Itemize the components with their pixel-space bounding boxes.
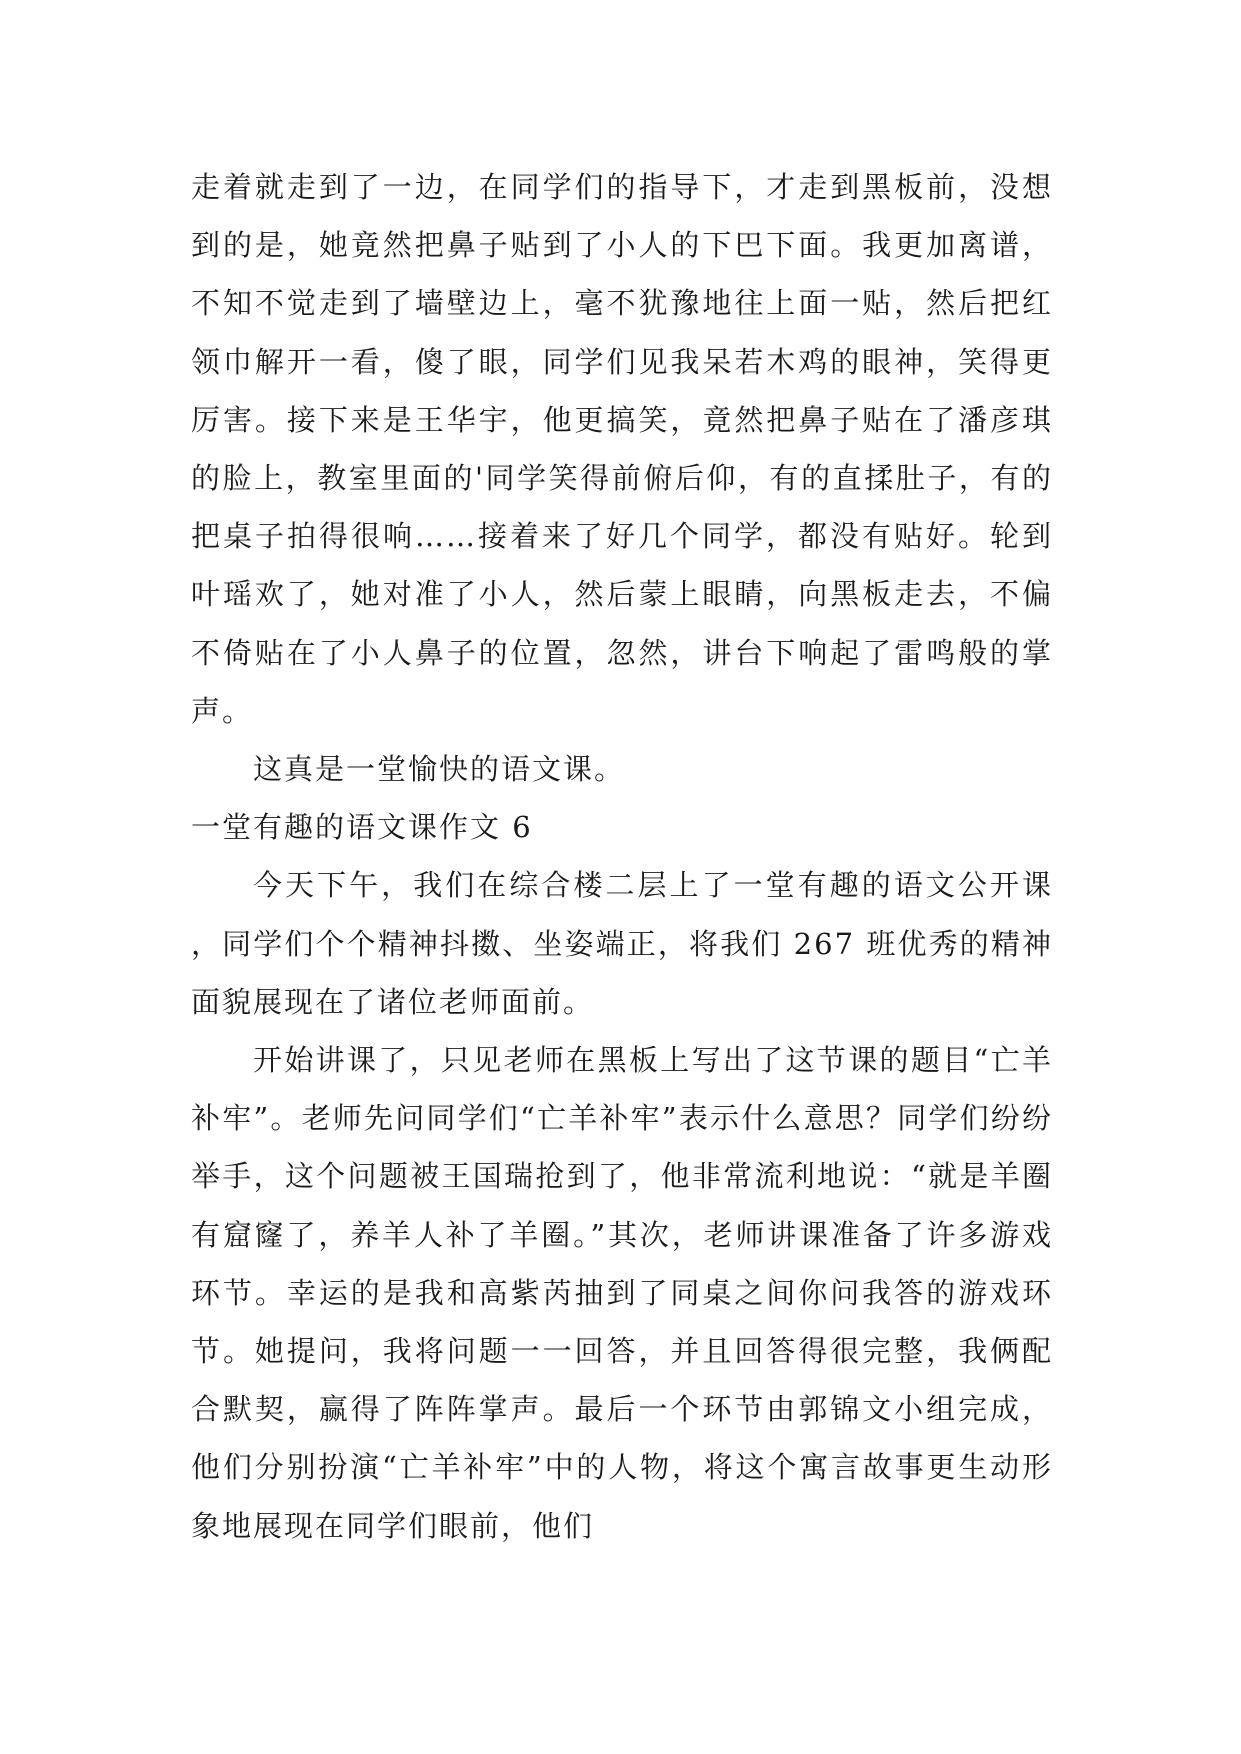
paragraph-lesson: 开始讲课了，只见老师在黑板上写出了这节课的题目“亡羊补牢”。老师先问同学们“亡羊补牢”表示什么意思？同学们纷纷举手，这个问题被王国瑞抢到了，他非常流利地说：“就是羊圈有窟窿了，养羊人补了羊圈。”其次，老师讲课准备了许多游戏环节。幸运的是我和高紫芮抽到了同桌之间你问我答的游戏环节。她提问，我将问题一一回答，并且回答得很完整，我俩配合默契，赢得了阵阵掌声。最后一个环节由郭锦文小组完成，他们分别扮演“亡羊补牢”中的人物，将这个寓言故事更生动形象地展现在同学们眼前，他们 bbox=[191, 1043, 1053, 1543]
paragraph-intro: 今天下午，我们在综合楼二层上了一堂有趣的语文公开课，同学们个个精神抖擞、坐姿端正，将我们 267 班优秀的精神面貌展现在了诸位老师面前。 bbox=[191, 868, 1053, 1019]
paragraph-continuation: 走着就走到了一边，在同学们的指导下，才走到黑板前，没想到的是，她竟然把鼻子贴到了小人的下巴下面。我更加离谱，不知不觉走到了墙壁边上，毫不犹豫地往上面一贴，然后把红领巾解开一看，傻了眼，同学们见我呆若木鸡的眼神，笑得更厉害。接下来是王华宇，他更搞笑，竟然把鼻子贴在了潘彦琪的脸上，教室里面的'同学笑得前俯后仰，有的直揉肚子，有的把桌子拍得很响……接着来了好几个同学，都没有贴好。轮到叶瑶欢了，她对准了小人，然后蒙上眼睛，向黑板走去，不偏不倚贴在了小人鼻子的位置，忽然，讲台下响起了雷鸣般的掌声。 bbox=[191, 170, 1053, 728]
section-title: 一堂有趣的语文课作文 6 bbox=[191, 810, 533, 845]
essay-body bbox=[191, 158, 1053, 1555]
paragraph-closing-sentence: 这真是一堂愉快的语文课。 bbox=[253, 752, 626, 787]
